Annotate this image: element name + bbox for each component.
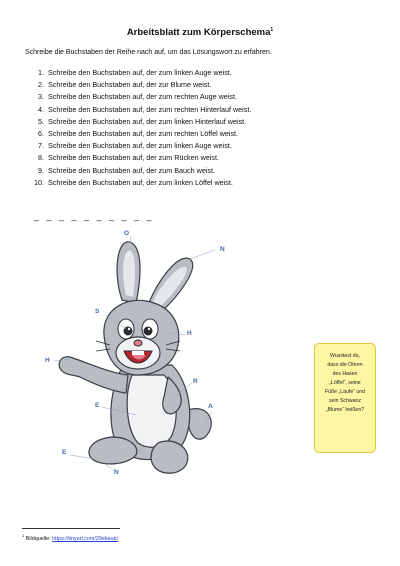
letter-belly: E (95, 402, 100, 409)
letter-foot-left: E (62, 449, 67, 456)
answer-blanks: _ _ _ _ _ _ _ _ _ _ (34, 211, 155, 221)
task-item: 3. Schreibe den Buchstaben auf, der zum rechten Auge weist. (38, 92, 237, 102)
letter-cheek-left: S (95, 308, 100, 315)
task-item: 1. Schreibe den Buchstaben auf, der zum linken Auge weist. (38, 68, 232, 77)
task-item: 2. Schreibe den Buchstaben auf, der zur Blume weist. (38, 80, 212, 90)
task-item: 10. Schreibe den Buchstaben auf, der zum linken Löffel weist. (34, 177, 233, 187)
letter-face-right: H (187, 330, 192, 337)
info-box: Wusstest du, dass die Ohren des Hasen „Löffel“, seine Füße „Läufe“ und sein Schwanz „Blume“ heißen? (314, 343, 376, 453)
letter-foot-bottom: N (114, 469, 119, 476)
task-list (25, 67, 251, 189)
tail-shape (187, 409, 211, 440)
task-item: 9. Schreibe den Buchstaben auf, der zum Bauch weist. (38, 165, 216, 175)
title-text: Arbeitsblatt zum Körperschema (126, 27, 271, 39)
image-source-link[interactable]: https://tinyurl.com/29ekautr/ (52, 535, 119, 542)
footnote-divider (22, 528, 120, 529)
letter-ear-right: O (124, 230, 130, 237)
page-title (0, 27, 400, 38)
letter-hand: H (45, 357, 50, 364)
footnote: $^1$ Bildquelle: https://tinyurl.com/29ekautr/ (22, 533, 119, 542)
bunny-illustration (40, 225, 230, 485)
task-item: 8. Schreibe den Buchstaben auf, der zum Rücken weist. (38, 153, 219, 163)
task-item: 7. Schreibe den Buchstaben auf, der zum linken Auge weist. (38, 141, 232, 151)
title-footnote-mark: 1 (270, 27, 274, 33)
right-foot-shape (151, 441, 188, 473)
left-foot-shape (89, 437, 137, 464)
task-item: 5. Schreibe den Buchstaben auf, der zum linken Hinterlauf weist. (38, 116, 247, 126)
task-item: 4. Schreibe den Buchstaben auf, der zum rechten Hinterlauf weist. (38, 104, 252, 114)
letter-body-right: R (193, 378, 198, 385)
intro-text: Schreibe die Buchstaben der Reihe nach auf, um das Lösungswort zu erfahren. (25, 49, 272, 56)
letter-tail: A (208, 403, 213, 410)
task-item: 6. Schreibe den Buchstaben auf, der zum rechten Löffel weist. (38, 128, 239, 138)
letter-ear-left: N (220, 246, 225, 253)
